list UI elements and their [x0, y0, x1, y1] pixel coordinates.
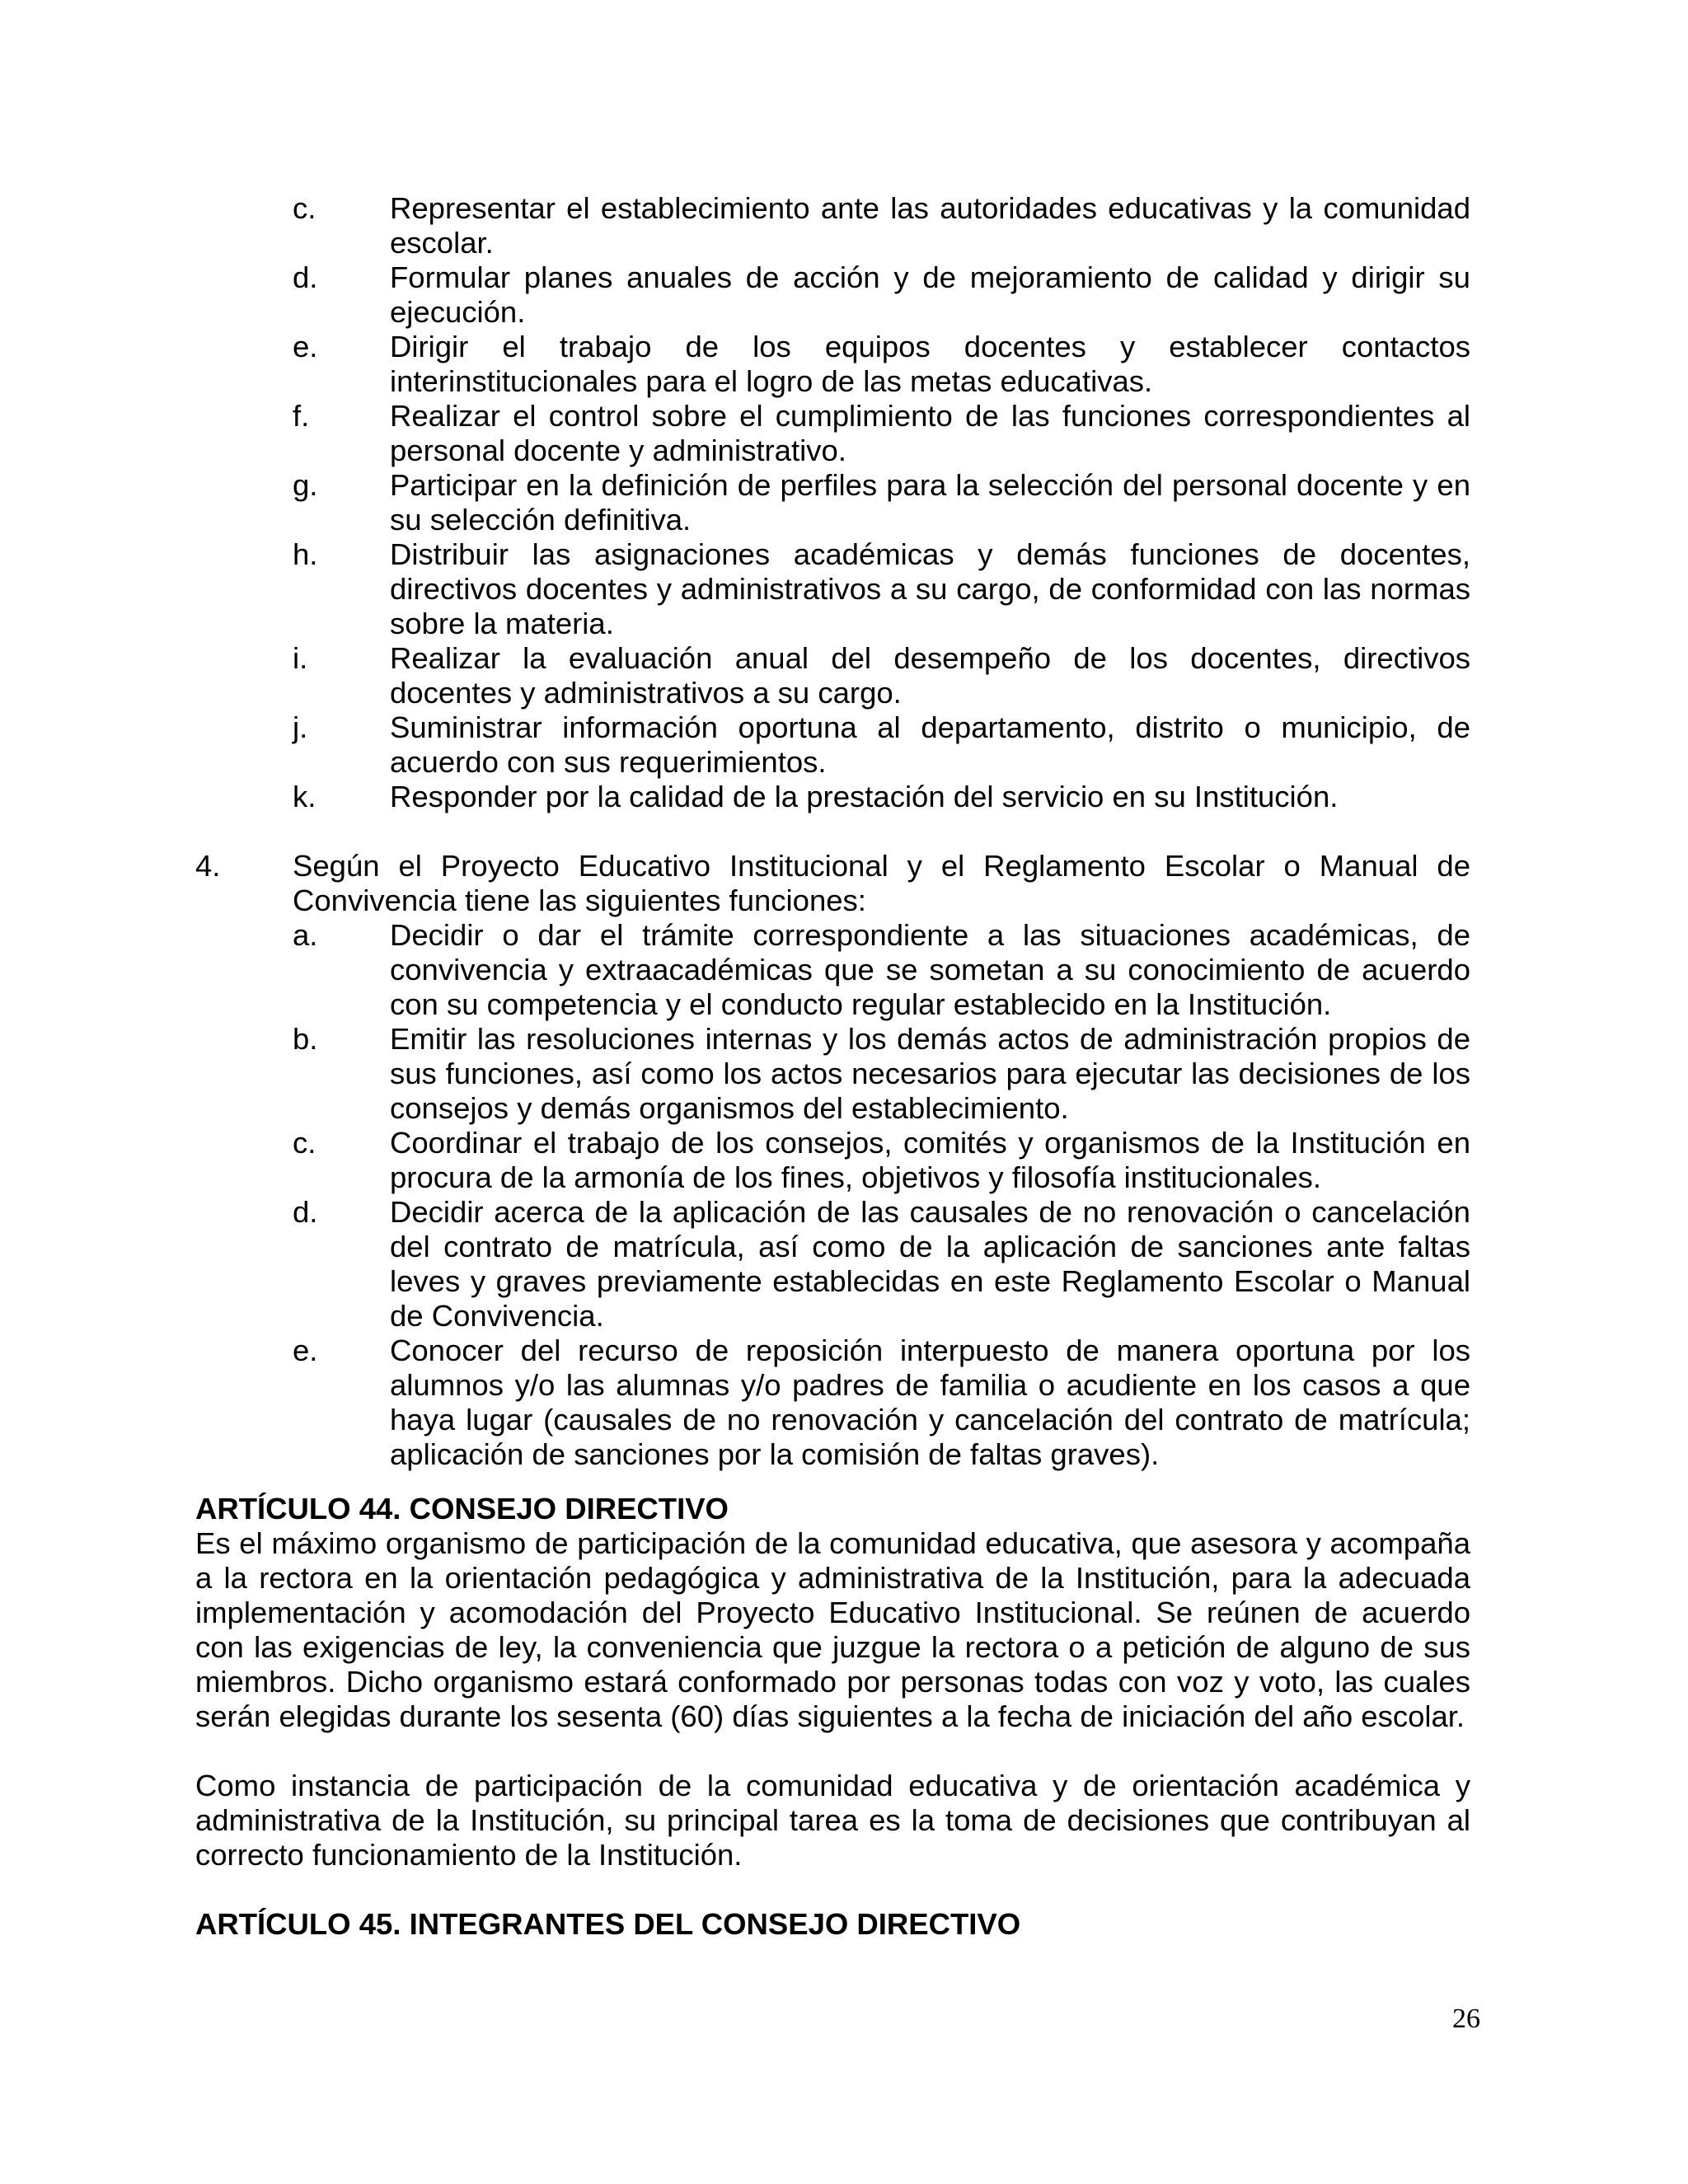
article-44-paragraph-1: Es el máximo organismo de participación de la comunidad educativa, que asesora y acompaña a la rectora en la orientación pedagógica y administrativa de la Institución, para la adecuada implementación y acomodación del Proyecto Educativo Institucional. Se reúnen de acuerdo con las exigencias de ley, la conveniencia que juzgue la rectora o a petición de alguno de sus miembros. Dicho organismo estará conformado por personas todas con voz y voto, las cuales serán elegidas durante los sesenta (60) días siguientes a la fecha de iniciación del año escolar.	[195, 1526, 1470, 1733]
list-text: Decidir acerca de la aplicación de las causales de no renovación o cancelación del contrato de matrícula, así como de la aplicación de sanciones ante faltas leves y graves previamente establecidas en este Reglamento Escolar o Manual de Convivencia.	[390, 1195, 1470, 1333]
list-text: Participar en la definición de perfiles para la selección del personal docente y en su selección definitiva.	[390, 468, 1470, 537]
list-text: Formular planes anuales de acción y de mejoramiento de calidad y dirigir su ejecución.	[390, 260, 1470, 329]
list-item	[293, 918, 1470, 1022]
list-item	[195, 330, 1470, 399]
list-item	[293, 1195, 1470, 1333]
list-item	[195, 780, 1470, 814]
list-marker: e.	[293, 330, 318, 363]
list-marker: i.	[293, 641, 308, 675]
list-marker: k.	[293, 780, 316, 813]
functions-list-item4	[293, 918, 1470, 1472]
page-number: 26	[1452, 2004, 1480, 2034]
list-text: Responder por la calidad de la prestación del servicio en su Institución.	[390, 780, 1339, 813]
list-marker: g.	[293, 468, 318, 502]
list-marker: e.	[293, 1333, 318, 1367]
list-text: Distribuir las asignaciones académicas y demás funciones de docentes, directivos docentes y administrativos a su cargo, de conformidad con las normas sobre la materia.	[390, 537, 1470, 640]
list-marker: j.	[293, 710, 308, 744]
numbered-item-intro: Según el Proyecto Educativo Institucional y el Reglamento Escolar o Manual de Convivencia tiene las siguientes funciones:	[293, 849, 1470, 917]
list-item	[195, 710, 1470, 780]
list-text: Realizar la evaluación anual del desempeño de los docentes, directivos docentes y administrativos a su cargo.	[390, 641, 1470, 710]
list-text: Coordinar el trabajo de los consejos, comités y organismos de la Institución en procura de la armonía de los fines, objetivos y filosofía institucionales.	[390, 1126, 1470, 1194]
numbered-item-body	[293, 849, 1470, 1472]
article-44-paragraph-2: Como instancia de participación de la comunidad educativa y de orientación académica y administrativa de la Institución, su principal tarea es la toma de decisiones que contribuyan al correcto funcionamiento de la Institución.	[195, 1769, 1470, 1872]
list-text: Representar el establecimiento ante las autoridades educativas y la comunidad escolar.	[390, 191, 1470, 260]
list-item	[293, 1022, 1470, 1126]
article-44-heading: ARTÍCULO 44. CONSEJO DIRECTIVO	[195, 1492, 729, 1526]
list-item	[195, 468, 1470, 537]
list-marker: d.	[293, 260, 318, 294]
list-marker: h.	[293, 537, 318, 571]
list-text: Emitir las resoluciones internas y los demás actos de administración propios de sus funciones, así como los actos necesarios para ejecutar las decisiones de los consejos y demás organismos del establecimiento.	[390, 1022, 1470, 1125]
list-text: Dirigir el trabajo de los equipos docentes y establecer contactos interinstitucionales para el logro de las metas educativas.	[390, 330, 1470, 398]
list-marker: b.	[293, 1022, 318, 1056]
list-item	[293, 1126, 1470, 1195]
article-45-heading: ARTÍCULO 45. INTEGRANTES DEL CONSEJO DIRECTIVO	[195, 1907, 1021, 1941]
list-item	[293, 1333, 1470, 1472]
list-item	[195, 641, 1470, 710]
page-content	[195, 191, 1470, 1942]
list-text: Conocer del recurso de reposición interpuesto de manera oportuna por los alumnos y/o las alumnas y/o padres de familia o acudiente en los casos a que haya lugar (causales de no renovación y cancelación del contrato de matrícula; aplicación de sanciones por la comisión de faltas graves).	[390, 1333, 1470, 1471]
list-item	[195, 399, 1470, 468]
list-marker: c.	[293, 1126, 316, 1160]
numbered-item-4	[195, 849, 1470, 1472]
list-text: Realizar el control sobre el cumplimiento de las funciones correspondientes al personal docente y administrativo.	[390, 399, 1470, 467]
list-item	[195, 191, 1470, 260]
list-marker: f.	[293, 399, 310, 433]
list-marker: a.	[293, 918, 318, 952]
list-item	[195, 537, 1470, 641]
functions-list-top	[195, 191, 1470, 814]
list-item	[195, 260, 1470, 330]
list-marker: d.	[293, 1195, 318, 1229]
numbered-marker: 4.	[195, 849, 221, 883]
list-text: Suministrar información oportuna al departamento, distrito o municipio, de acuerdo con sus requerimientos.	[390, 710, 1470, 779]
list-marker: c.	[293, 191, 316, 225]
list-text: Decidir o dar el trámite correspondiente a las situaciones académicas, de convivencia y extraacadémicas que se sometan a su conocimiento de acuerdo con su competencia y el conducto regular establecido en la Institución.	[390, 918, 1470, 1021]
